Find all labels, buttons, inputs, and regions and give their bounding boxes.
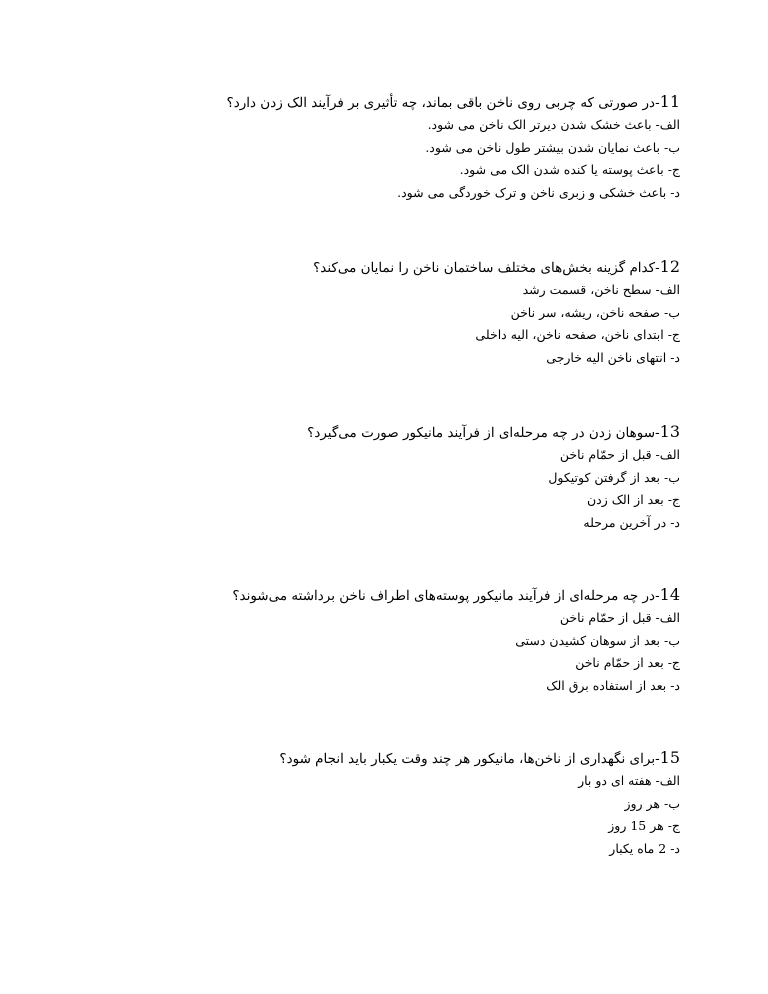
option-d: د- 2 ماه یکبار: [609, 840, 680, 856]
question-title: [80, 90, 680, 114]
option-d: د- بعد از استفاده برق الک: [546, 677, 680, 693]
option-list: [80, 770, 680, 860]
question-12: [80, 255, 680, 369]
question-number: 14: [659, 585, 680, 604]
question-number: 11: [659, 92, 680, 111]
question-text: -در چه مرحله‌ای از فرآیند مانیکور پوسته‌های اطراف ناخن برداشته می‌شوند؟: [232, 588, 660, 604]
question-11: [80, 90, 680, 204]
option-a: الف- باعث خشک شدن دیرتر الک ناخن می شود.: [427, 117, 680, 132]
option-c: ج- ابتدای ناخن، صفحه ناخن، الیه داخلی: [475, 327, 680, 342]
option-list: [80, 444, 680, 534]
option-d: د- باعث خشکی و زبری ناخن و ترک خوردگی می شود.: [397, 184, 680, 200]
option-list: [80, 114, 680, 204]
option-d: د- در آخرین مرحله: [583, 514, 680, 530]
question-13: [80, 420, 680, 534]
question-number: 12: [659, 257, 680, 276]
question-14: [80, 583, 680, 697]
question-15: [80, 746, 680, 860]
option-a: الف- هفته ای دو بار: [578, 773, 680, 788]
option-a: الف- سطح ناخن، قسمت رشد: [522, 282, 680, 297]
option-b: ب- هر روز: [624, 795, 680, 811]
question-text: -برای نگهداری از ناخن‌ها، مانیکور هر چند وقت یکبار باید انجام شود؟: [279, 751, 660, 767]
option-list: [80, 279, 680, 369]
option-a: الف- قبل از حمّام ناخن: [559, 447, 680, 462]
option-b: ب- بعد از گرفتن کوتیکول: [548, 469, 680, 485]
question-text: -سوهان زدن در چه مرحله‌ای از فرآیند مانیکور صورت می‌گیرد؟: [307, 425, 660, 441]
question-title: [80, 746, 680, 770]
option-list: [80, 607, 680, 697]
option-d: د- انتهای ناخن الیه خارجی: [546, 349, 680, 365]
question-title: [80, 255, 680, 279]
option-c: ج- باعث پوسته یا کنده شدن الک می شود.: [459, 162, 680, 177]
question-number: 15: [659, 748, 680, 767]
option-b: ب- باعث نمایان شدن بیشتر طول ناخن می شود.: [425, 139, 680, 155]
question-text: -در صورتی که چربی روی ناخن باقی بماند، چه تأثیری بر فرآیند الک زدن دارد؟: [226, 95, 660, 111]
option-b: ب- بعد از سوهان کشیدن دستی: [515, 632, 680, 648]
question-number: 13: [659, 422, 680, 441]
option-c: ج- بعد از الک زدن: [586, 492, 680, 507]
question-title: [80, 583, 680, 607]
question-text: -کدام گزینه بخش‌های مختلف ساختمان ناخن را نمایان می‌کند؟: [313, 260, 660, 276]
question-title: [80, 420, 680, 444]
option-b: ب- صفحه ناخن، ریشه، سر ناخن: [510, 304, 680, 320]
option-a: الف- قبل از حمّام ناخن: [559, 610, 680, 625]
option-c: ج- هر 15 روز: [608, 818, 680, 833]
option-c: ج- بعد از حمّام ناخن: [575, 655, 680, 670]
